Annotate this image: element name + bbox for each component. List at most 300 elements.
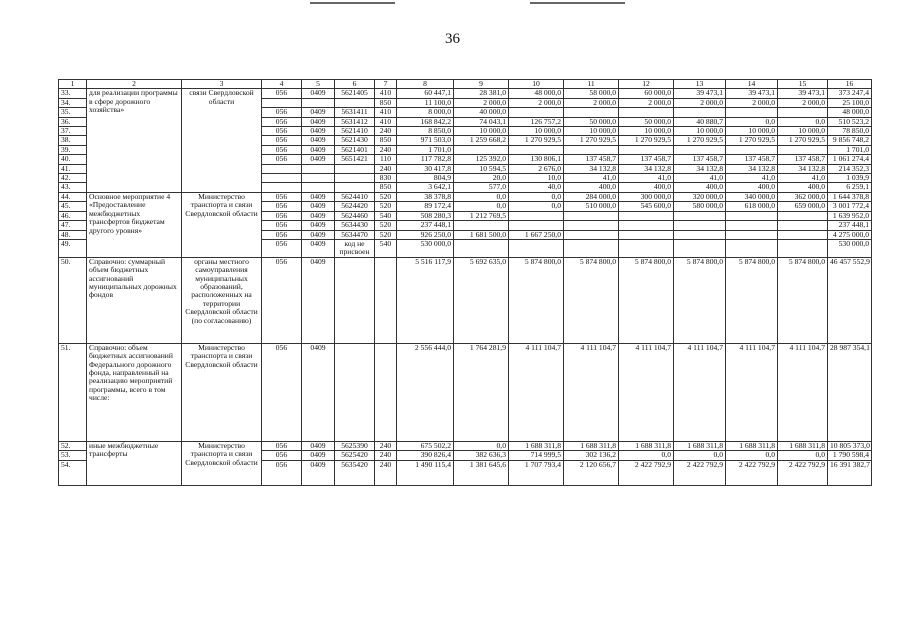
cell-value [454,239,509,257]
cell-value: 50 000,0 [619,117,674,126]
row-number: 49. [59,239,87,257]
cell-value: 4 111 104,7 [564,343,619,441]
cell-section-code: 0409 [302,202,335,211]
cell-target-code [335,164,375,173]
cell-value: 340 000,0 [726,192,778,201]
cell-value: 373 247,4 [828,89,872,98]
cell-value: 2 000,0 [619,98,674,107]
cell-value: 9 856 748,2 [828,136,872,145]
cell-expense-type: 240 [375,164,397,173]
cell-value [509,239,564,257]
cell-value: 38 378,8 [397,192,454,201]
cell-value: 137 458,7 [674,155,726,164]
page-number: 36 [445,31,460,47]
cell-value [564,108,619,117]
cell-section-code: 0409 [302,460,335,485]
cell-value: 41,0 [778,174,828,183]
cell-value: 5 874 800,0 [674,257,726,343]
cell-value: 40 000,0 [454,108,509,117]
cell-value: 580 000,0 [674,202,726,211]
cell-expense-type: 240 [375,460,397,485]
row-number: 40. [59,155,87,164]
cell-value: 1 061 274,4 [828,155,872,164]
cell-value [619,230,674,239]
cell-value: 1 688 311,8 [726,441,778,450]
cell-section-code: 0409 [302,127,335,136]
cell-value: 675 502,2 [397,441,454,450]
table-row [59,441,872,450]
cell-value: 0,0 [454,202,509,211]
row-number: 36. [59,117,87,126]
header-cell: 6 [335,80,375,89]
cell-ministry-code [262,164,302,173]
cell-value: 34 132,8 [674,164,726,173]
cell-value: 2 000,0 [778,98,828,107]
cell-value: 1 688 311,8 [674,441,726,450]
cell-ministry-code: 056 [262,108,302,117]
cell-value: 1 701,0 [397,145,454,154]
cell-value: 10 000,0 [509,127,564,136]
cell-value: 320 000,0 [674,192,726,201]
cell-value: 5 874 800,0 [726,257,778,343]
cell-value: 1 270 929,5 [619,136,674,145]
cell-value [726,145,778,154]
cell-target-code [335,98,375,107]
cell-value: 137 458,7 [778,155,828,164]
cell-ministry-code: 056 [262,257,302,343]
cell-value: 5 516 117,9 [397,257,454,343]
row-number: 50. [59,257,87,343]
cell-section-code: 0409 [302,136,335,145]
cell-value: 11 100,0 [397,98,454,107]
header-cell: 2 [87,80,182,89]
cell-expense-type: 410 [375,108,397,117]
cell-ministry-code [262,183,302,192]
cell-value: 2 556 444,0 [397,343,454,441]
row-organization: Министерство транспорта и связи Свердловской области [182,343,262,441]
row-organization: Министерство транспорта и связи Свердловской области [182,192,262,257]
row-number: 52. [59,441,87,450]
cell-value: 0,0 [509,202,564,211]
cell-ministry-code: 056 [262,343,302,441]
cell-target-code: 5621401 [335,145,375,154]
cell-section-code: 0409 [302,192,335,201]
cell-expense-type: 520 [375,221,397,230]
cell-value: 8 000,0 [397,108,454,117]
cell-target-code: 5634430 [335,221,375,230]
cell-ministry-code: 056 [262,192,302,201]
cell-value: 1 270 929,5 [509,136,564,145]
cell-expense-type: 240 [375,441,397,450]
cell-value: 2 000,0 [726,98,778,107]
cell-section-code: 0409 [302,239,335,257]
cell-value [509,108,564,117]
cell-value: 2 000,0 [454,98,509,107]
cell-value: 39 473,1 [674,89,726,98]
cell-value [778,211,828,220]
cell-value [726,108,778,117]
cell-target-code: 5651421 [335,155,375,164]
cell-value: 1 259 668,2 [454,136,509,145]
row-organization: связи Свердловской области [182,89,262,192]
cell-value: 168 842,2 [397,117,454,126]
header-cell: 14 [726,80,778,89]
cell-value: 89 172,4 [397,202,454,211]
cell-section-code: 0409 [302,155,335,164]
cell-ministry-code: 056 [262,239,302,257]
cell-ministry-code: 056 [262,211,302,220]
header-cell: 9 [454,80,509,89]
cell-value: 0,0 [619,451,674,460]
cell-ministry-code: 056 [262,202,302,211]
cell-value: 1 381 645,6 [454,460,509,485]
cell-value: 1 490 115,4 [397,460,454,485]
cell-value: 41,0 [726,174,778,183]
cell-value: 10 594,5 [454,164,509,173]
cell-value [619,221,674,230]
cell-value [454,221,509,230]
cell-value: 40,0 [509,183,564,192]
row-number: 53. [59,451,87,460]
cell-value: 971 503,0 [397,136,454,145]
cell-value: 530 000,0 [397,239,454,257]
cell-value: 20,0 [454,174,509,183]
budget-table [58,79,872,486]
cell-value: 237 448,1 [828,221,872,230]
cell-value: 130 806,1 [509,155,564,164]
cell-value: 530 000,0 [828,239,872,257]
cell-section-code: 0409 [302,89,335,98]
cell-value: 2 422 792,9 [726,460,778,485]
cell-section-code: 0409 [302,221,335,230]
row-description: Справочно: суммарный объем бюджетных ассигнований муниципальных дорожных фондов [87,257,182,343]
cell-section-code: 0409 [302,230,335,239]
row-number: 51. [59,343,87,441]
cell-value [564,239,619,257]
row-number: 45. [59,202,87,211]
cell-value: 545 600,0 [619,202,674,211]
cell-ministry-code: 056 [262,127,302,136]
cell-value: 510 523,2 [828,117,872,126]
cell-value: 659 000,0 [778,202,828,211]
cell-value: 2 422 792,9 [674,460,726,485]
cell-value [726,211,778,220]
row-description: Справочно: объем бюджетных ассигнований Федерального дорожного фонда, направленный на реализацию мероприятий программы, всего в том числе: [87,343,182,441]
cell-expense-type: 240 [375,451,397,460]
cell-target-code: 5621430 [335,136,375,145]
cell-value: 302 136,2 [564,451,619,460]
cell-value: 28 987 354,1 [828,343,872,441]
row-number: 38. [59,136,87,145]
row-description: для реализации программы в сфере дорожного хозяйства» [87,89,182,192]
cell-value: 5 874 800,0 [564,257,619,343]
row-number: 42. [59,174,87,183]
cell-section-code: 0409 [302,451,335,460]
header-row [59,80,872,89]
header-cell: 11 [564,80,619,89]
cell-value: 10 000,0 [564,127,619,136]
row-organization: органы местного самоуправления муниципальных образований, расположенных на территории Свердловской области (по согласованию) [182,257,262,343]
cell-value: 1 644 378,8 [828,192,872,201]
cell-value: 1 270 929,5 [726,136,778,145]
cell-value: 1 039,9 [828,174,872,183]
header-cell: 4 [262,80,302,89]
cell-value: 25 100,0 [828,98,872,107]
cell-value: 1 270 929,5 [778,136,828,145]
cell-target-code [335,257,375,343]
cell-value [619,211,674,220]
cell-expense-type: 410 [375,89,397,98]
cell-value [509,221,564,230]
cell-target-code: 5621405 [335,89,375,98]
cell-value: 41,0 [674,174,726,183]
reference-row [59,257,872,343]
table-row [59,89,872,98]
cell-expense-type: 110 [375,155,397,164]
row-number: 39. [59,145,87,154]
cell-value: 125 392,0 [454,155,509,164]
cell-ministry-code: 056 [262,221,302,230]
cell-value: 4 111 104,7 [619,343,674,441]
cell-ministry-code [262,98,302,107]
cell-value [778,239,828,257]
cell-value: 926 250,0 [397,230,454,239]
cell-expense-type: 540 [375,239,397,257]
cell-value [674,230,726,239]
row-description: Основное мероприятие 4 «Предоставление межбюджетных трансфертов бюджетам другого уровня» [87,192,182,257]
cell-section-code: 0409 [302,211,335,220]
cell-value [674,221,726,230]
cell-value [564,211,619,220]
cell-value: 2 422 792,9 [619,460,674,485]
cell-value [509,145,564,154]
cell-value: 39 473,1 [778,89,828,98]
cell-value [674,211,726,220]
cell-value: 39 473,1 [726,89,778,98]
cell-value: 10,0 [509,174,564,183]
cell-value: 5 874 800,0 [619,257,674,343]
cell-value: 390 826,4 [397,451,454,460]
cell-value: 237 448,1 [397,221,454,230]
cell-section-code: 0409 [302,145,335,154]
cell-value [619,239,674,257]
cell-value: 4 111 104,7 [726,343,778,441]
cell-value [454,145,509,154]
top-rule-left [310,2,395,4]
cell-value: 1 764 281,9 [454,343,509,441]
cell-value: 2 000,0 [509,98,564,107]
cell-value: 0,0 [778,117,828,126]
cell-ministry-code: 056 [262,145,302,154]
cell-target-code: 5625390 [335,441,375,450]
cell-value: 46 457 552,9 [828,257,872,343]
cell-expense-type: 850 [375,98,397,107]
cell-value: 0,0 [509,192,564,201]
cell-value: 714 999,5 [509,451,564,460]
cell-section-code: 0409 [302,441,335,450]
cell-value: 1 688 311,8 [564,441,619,450]
cell-value: 1 639 952,0 [828,211,872,220]
cell-target-code: 5624410 [335,192,375,201]
cell-value: 5 874 800,0 [778,257,828,343]
cell-value: 10 000,0 [726,127,778,136]
cell-expense-type: 410 [375,117,397,126]
cell-expense-type: 240 [375,145,397,154]
cell-value: 1 688 311,8 [509,441,564,450]
row-number: 34. [59,98,87,107]
cell-value: 0,0 [778,451,828,460]
cell-expense-type: 540 [375,211,397,220]
cell-section-code: 0409 [302,257,335,343]
header-cell: 5 [302,80,335,89]
cell-expense-type [375,343,397,441]
cell-value: 4 275 000,0 [828,230,872,239]
cell-value: 41,0 [564,174,619,183]
cell-target-code [335,174,375,183]
cell-section-code [302,98,335,107]
cell-value: 137 458,7 [726,155,778,164]
cell-value: 400,0 [564,183,619,192]
header-cell: 16 [828,80,872,89]
cell-ministry-code: 056 [262,155,302,164]
cell-target-code: 5631411 [335,108,375,117]
row-number: 44. [59,192,87,201]
header-cell: 8 [397,80,454,89]
cell-value: 137 458,7 [619,155,674,164]
cell-section-code: 0409 [302,117,335,126]
cell-value: 1 681 500,0 [454,230,509,239]
cell-value: 1 707 793,4 [509,460,564,485]
row-number: 43. [59,183,87,192]
cell-value: 126 757,2 [509,117,564,126]
cell-value: 58 000,0 [564,89,619,98]
cell-value: 0,0 [674,451,726,460]
row-description: иные межбюджетные трансферты [87,441,182,485]
cell-value [674,108,726,117]
cell-value: 16 391 382,7 [828,460,872,485]
cell-ministry-code: 056 [262,451,302,460]
cell-value: 1 701,0 [828,145,872,154]
cell-value: 1 667 250,0 [509,230,564,239]
cell-target-code: 5624460 [335,211,375,220]
cell-value: 400,0 [619,183,674,192]
cell-value: 10 000,0 [619,127,674,136]
cell-value: 28 381,0 [454,89,509,98]
cell-value: 137 458,7 [564,155,619,164]
cell-value [778,221,828,230]
top-rule-right [530,2,625,4]
cell-value: 362 000,0 [778,192,828,201]
cell-value: 0,0 [454,441,509,450]
cell-value: 50 000,0 [564,117,619,126]
cell-value: 3 642,1 [397,183,454,192]
cell-value: 0,0 [454,192,509,201]
cell-value: 510 000,0 [564,202,619,211]
cell-section-code [302,164,335,173]
cell-value: 78 850,0 [828,127,872,136]
cell-value: 1 270 929,5 [564,136,619,145]
cell-value: 4 111 104,7 [509,343,564,441]
cell-value: 214 352,3 [828,164,872,173]
cell-section-code [302,183,335,192]
cell-expense-type: 830 [375,174,397,183]
cell-ministry-code: 056 [262,89,302,98]
header-cell: 3 [182,80,262,89]
cell-value [509,211,564,220]
header-cell: 15 [778,80,828,89]
cell-value: 4 111 104,7 [674,343,726,441]
row-number: 37. [59,127,87,136]
cell-value: 34 132,8 [726,164,778,173]
cell-expense-type: 520 [375,192,397,201]
cell-ministry-code: 056 [262,441,302,450]
row-number: 46. [59,211,87,220]
cell-value [778,230,828,239]
cell-value [619,145,674,154]
cell-value: 577,0 [454,183,509,192]
cell-ministry-code: 056 [262,230,302,239]
cell-value: 2 120 656,7 [564,460,619,485]
cell-value [726,230,778,239]
cell-value: 1 688 311,8 [619,441,674,450]
cell-ministry-code: 056 [262,117,302,126]
header-cell: 13 [674,80,726,89]
cell-section-code [302,174,335,183]
header-cell: 1 [59,80,87,89]
cell-value: 60 447,1 [397,89,454,98]
cell-value: 34 132,8 [778,164,828,173]
cell-expense-type: 850 [375,136,397,145]
cell-value: 1 790 598,4 [828,451,872,460]
cell-expense-type: 520 [375,202,397,211]
cell-value: 10 000,0 [674,127,726,136]
cell-ministry-code: 056 [262,136,302,145]
cell-value: 400,0 [674,183,726,192]
row-number: 33. [59,89,87,98]
cell-expense-type: 240 [375,127,397,136]
cell-expense-type [375,257,397,343]
cell-target-code: код не присвоен [335,239,375,257]
cell-value: 2 000,0 [674,98,726,107]
cell-expense-type: 520 [375,230,397,239]
cell-value: 0,0 [726,117,778,126]
cell-value: 300 000,0 [619,192,674,201]
row-number: 54. [59,460,87,485]
row-number: 41. [59,164,87,173]
cell-value: 6 259,1 [828,183,872,192]
header-cell: 7 [375,80,397,89]
cell-value: 30 417,8 [397,164,454,173]
cell-value: 804,9 [397,174,454,183]
cell-value: 74 043,1 [454,117,509,126]
cell-ministry-code [262,174,302,183]
cell-value [674,239,726,257]
cell-target-code: 5631412 [335,117,375,126]
header-cell: 12 [619,80,674,89]
cell-value: 8 850,0 [397,127,454,136]
cell-value: 5 692 635,0 [454,257,509,343]
row-number: 48. [59,230,87,239]
cell-value [778,108,828,117]
cell-value: 284 000,0 [564,192,619,201]
header-cell: 10 [509,80,564,89]
cell-value: 10 805 373,0 [828,441,872,450]
cell-target-code: 5624420 [335,202,375,211]
cell-value: 40 880,7 [674,117,726,126]
cell-value [726,221,778,230]
cell-value [674,145,726,154]
cell-value: 3 001 772,4 [828,202,872,211]
